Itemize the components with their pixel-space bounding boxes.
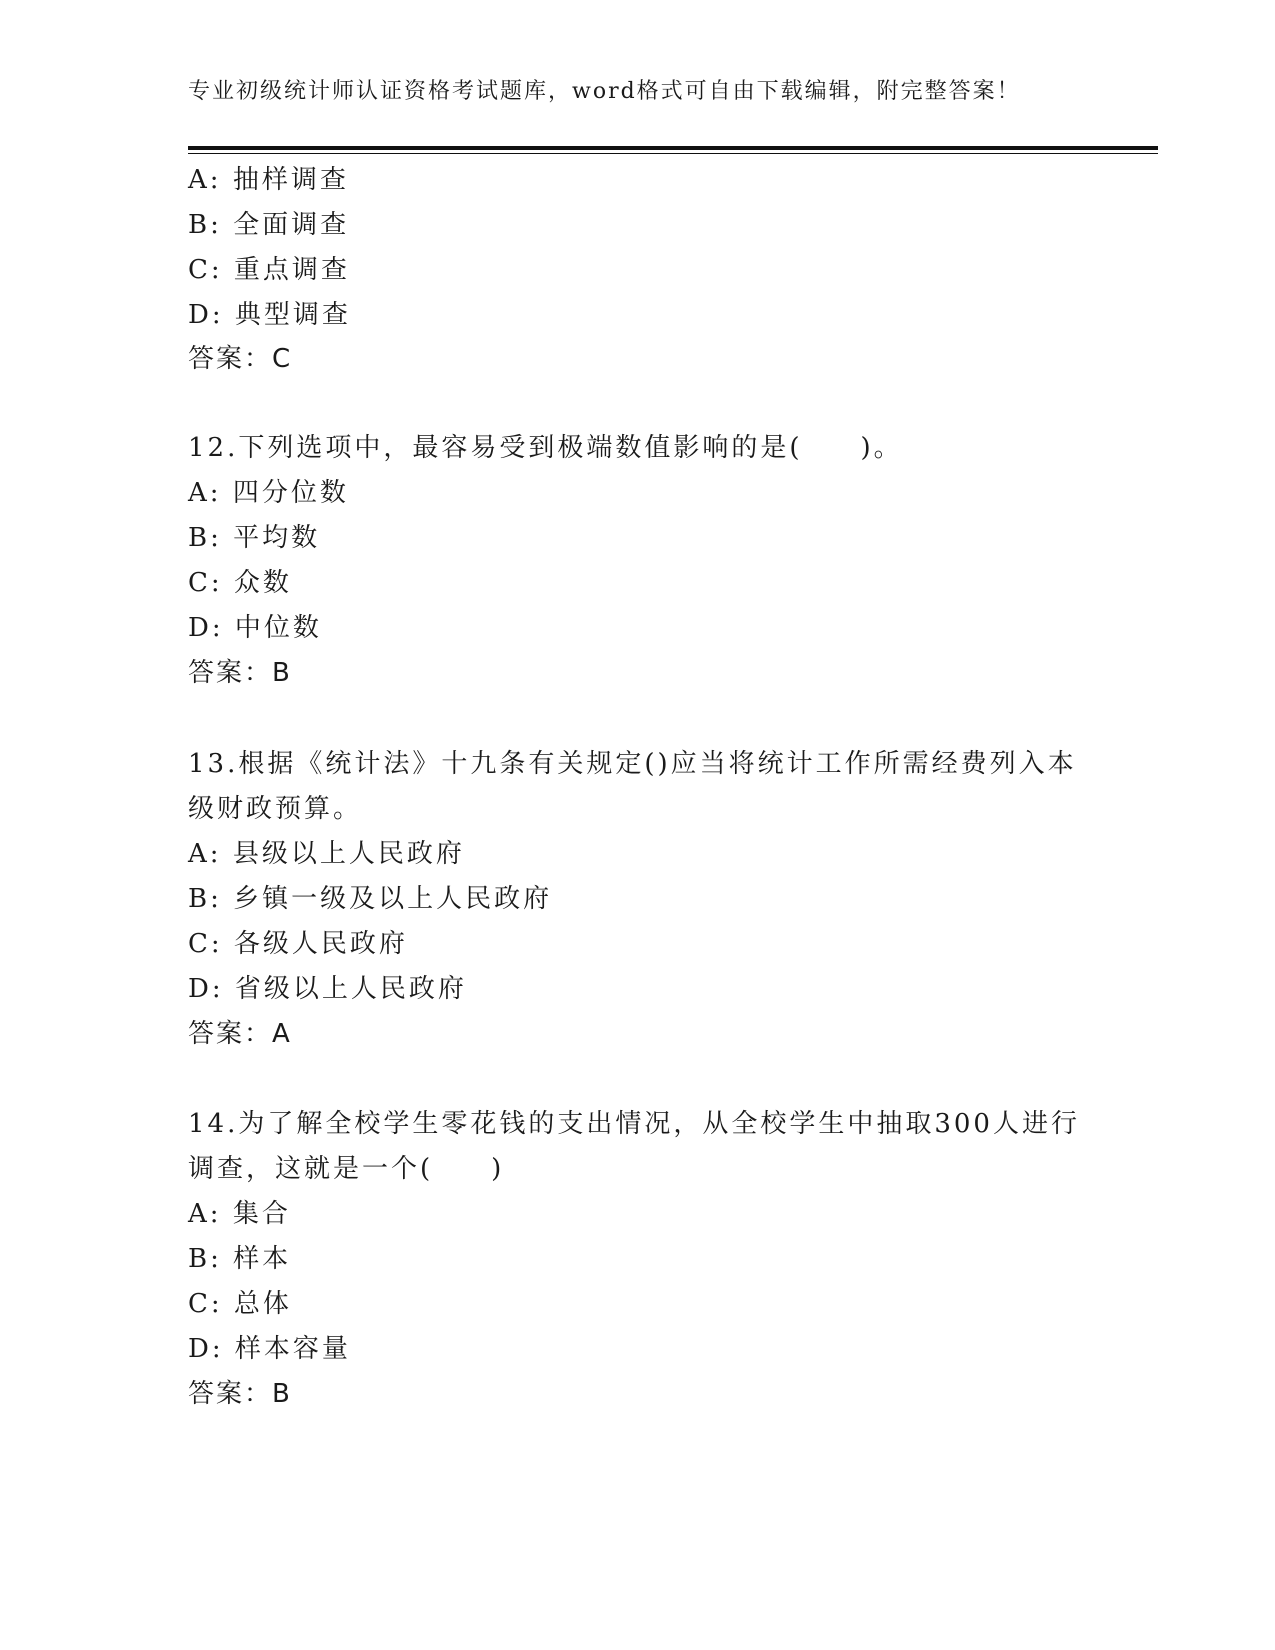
option-c: C: 重点调查 [188,255,350,285]
option-d: D: 典型调查 [188,300,351,330]
option-a: A: 四分位数 [188,478,349,508]
option-d: D: 中位数 [188,613,322,643]
option-b: B: 乡镇一级及以上人民政府 [188,884,553,914]
option-a: A: 抽样调查 [188,165,349,195]
question-text: 12.下列选项中，最容易受到极端数值影响的是( )。 [188,433,903,463]
option-c: C: 总体 [188,1289,292,1319]
page-header: 专业初级统计师认证资格考试题库，word格式可自由下载编辑，附完整答案！ [188,79,1021,104]
option-d: D: 省级以上人民政府 [188,974,467,1004]
header-rule [188,146,1158,150]
header-rule-thin [188,153,1158,154]
question-text: 13.根据《统计法》十九条有关规定()应当将统计工作所需经费列入本 [188,749,1077,779]
answer: 答案：C [188,344,293,374]
question-text-cont: 调查，这就是一个( ) [188,1154,505,1184]
question-text: 14.为了解全校学生零花钱的支出情况，从全校学生中抽取300人进行 [188,1109,1080,1139]
answer: 答案：A [188,1019,292,1049]
option-a: A: 集合 [188,1199,291,1229]
option-c: C: 各级人民政府 [188,929,408,959]
answer: 答案：B [188,658,292,688]
answer: 答案：B [188,1379,292,1409]
option-a: A: 县级以上人民政府 [188,839,465,869]
option-c: C: 众数 [188,568,292,598]
option-b: B: 全面调查 [188,210,350,240]
option-b: B: 平均数 [188,523,321,553]
option-b: B: 样本 [188,1244,292,1274]
option-d: D: 样本容量 [188,1334,351,1364]
question-text-cont: 级财政预算。 [188,794,363,824]
